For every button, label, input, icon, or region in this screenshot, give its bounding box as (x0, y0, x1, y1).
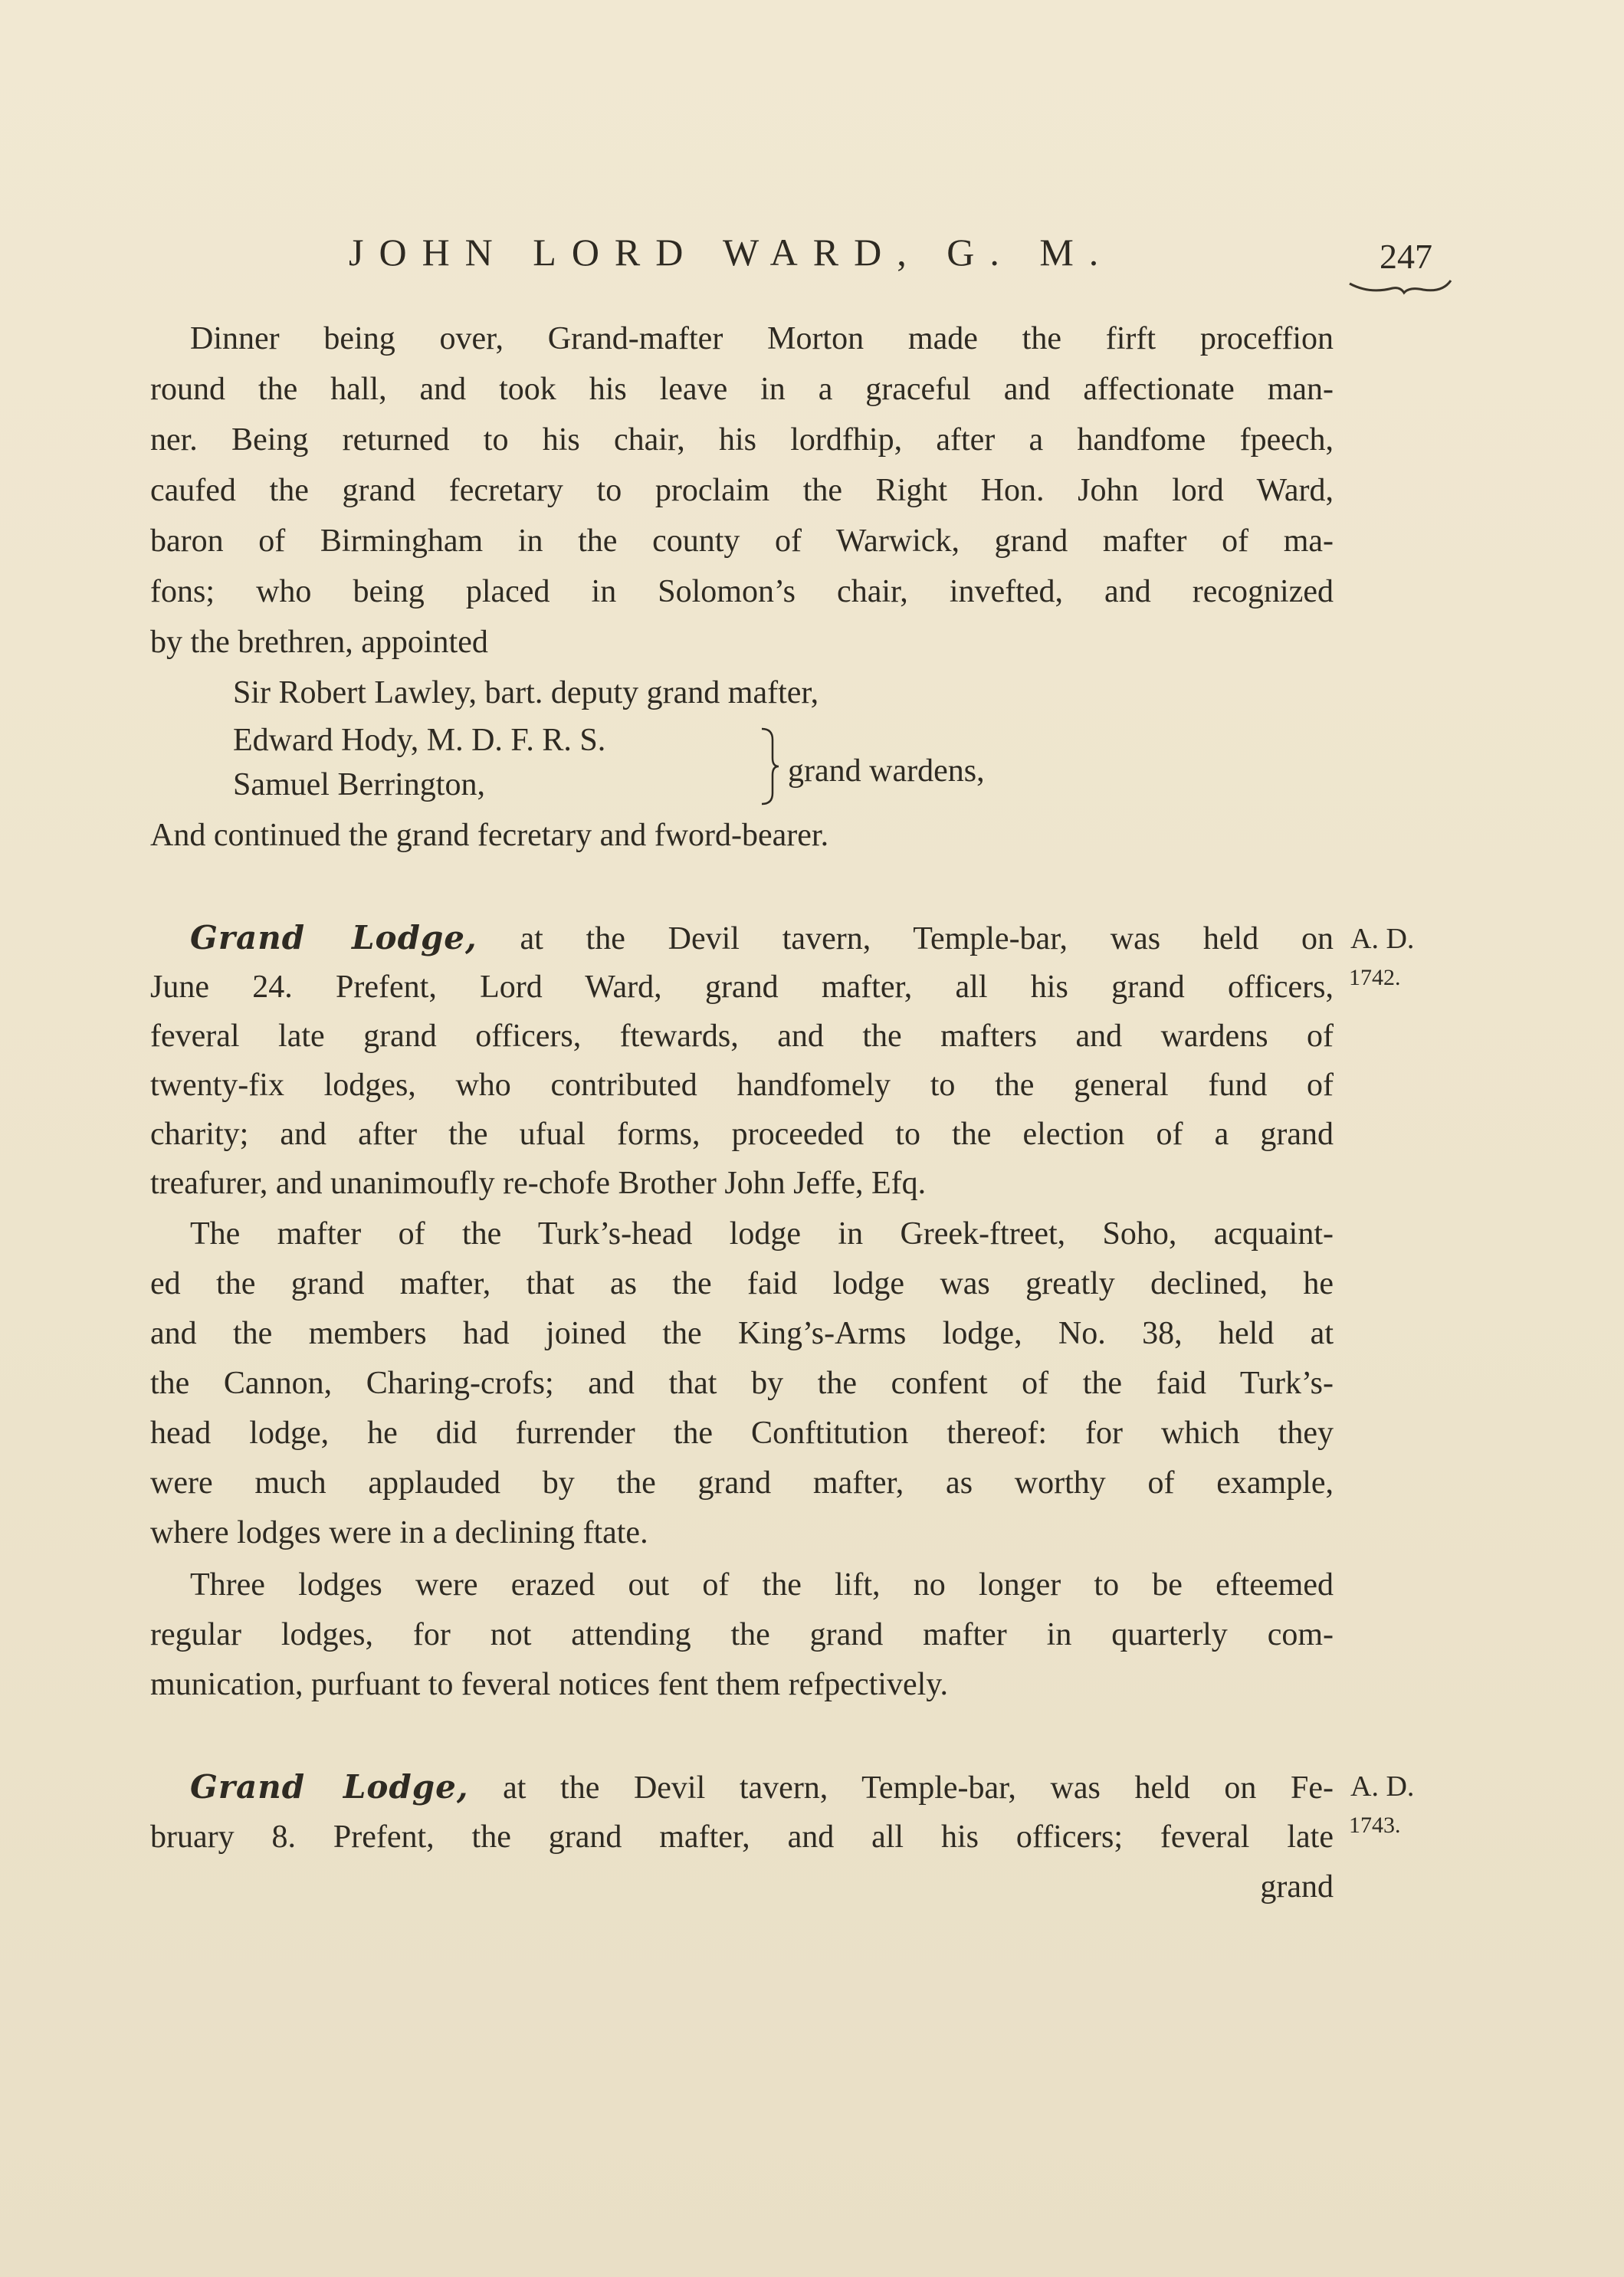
paragraph-4-line-3: munication, purfuant to feveral notices fent them refpectively. (150, 1667, 949, 1702)
paragraph-2-line-1 (190, 915, 1334, 962)
paragraph-2-line-6: treafurer, and unanimoufly re-chofe Brother John Jeffe, Efq. (150, 1166, 927, 1201)
paragraph-4-line-1: Three lodges were erazed out of the lift, no longer to be efteemed (190, 1567, 1334, 1603)
paragraph-3-line-1: The mafter of the Turk’s-head lodge in Greek-ftreet, Soho, acquaint- (190, 1216, 1334, 1252)
paragraph-5-line-1-text: at the Devil tavern, Temple-bar, was held on Fe- (468, 1770, 1334, 1806)
paragraph-1-closing-line: And continued the grand fecretary and fword-bearer. (150, 818, 829, 853)
paragraph-2-line-5: charity; and after the ufual forms, proceeded to the election of a grand (150, 1117, 1334, 1152)
paragraph-2-line-3: feveral late grand officers, ftewards, and the mafters and wardens of (150, 1019, 1334, 1054)
paragraph-1-line-4: caufed the grand fecretary to proclaim the Right Hon. John lord Ward, (150, 473, 1334, 508)
paragraph-4-line-2: regular lodges, for not attending the grand mafter in quarterly com- (150, 1617, 1334, 1652)
grand-lodge-heading-2: Grand Lodge, (190, 1768, 469, 1806)
grand-lodge-heading: Grand Lodge, (190, 919, 477, 956)
margin-note-ad-1743: A. D. (1350, 1770, 1415, 1803)
warden-entry-1: Edward Hody, M. D. F. R. S. (233, 723, 606, 758)
paragraph-1-line-5: baron of Birmingham in the county of Warwick, grand mafter of ma- (150, 523, 1334, 559)
running-header: JOHN LORD WARD, G. M. (349, 231, 1114, 274)
paragraph-2-line-2: June 24. Prefent, Lord Ward, grand mafter, all his grand officers, (150, 970, 1334, 1005)
paragraph-1-line-6: fons; who being placed in Solomon’s chair, invefted, and recognized (150, 574, 1334, 609)
paragraph-3-line-5: head lodge, he did furrender the Conftitution thereof: for which they (150, 1416, 1334, 1451)
paragraph-5-line-2: bruary 8. Prefent, the grand mafter, and all his officers; feveral late (150, 1819, 1334, 1855)
margin-note-ad-1742: A. D. (1350, 923, 1415, 955)
paragraph-2-line-1-text: at the Devil tavern, Temple-bar, was held on (477, 921, 1334, 956)
page-number-flourish (1347, 277, 1454, 300)
paragraph-3-line-6: were much applauded by the grand mafter, as worthy of example, (150, 1465, 1334, 1501)
paragraph-5-line-1 (190, 1764, 1334, 1811)
paragraph-1-line-2: round the hall, and took his leave in a graceful and affectionate man- (150, 372, 1334, 407)
paragraph-1-line-7: by the brethren, appointed (150, 625, 488, 660)
paragraph-2-line-4: twenty-fix lodges, who contributed handfomely to the general fund of (150, 1068, 1334, 1103)
page-number: 247 (1380, 237, 1432, 276)
paragraph-3-line-3: and the members had joined the King’s-Arms lodge, No. 38, held at (150, 1316, 1334, 1351)
margin-year-1743: 1743. (1349, 1813, 1401, 1838)
paragraph-3-line-4: the Cannon, Charing-crofs; and that by the confent of the faid Turk’s- (150, 1366, 1334, 1401)
paragraph-1-line-1: Dinner being over, Grand-mafter Morton made the firft proceffion (190, 321, 1334, 356)
paragraph-3-line-2: ed the grand mafter, that as the faid lodge was greatly declined, he (150, 1266, 1334, 1301)
deputy-grand-master-entry: Sir Robert Lawley, bart. deputy grand mafter, (233, 675, 819, 710)
wardens-brace (759, 724, 782, 809)
catchword: grand (1260, 1869, 1334, 1905)
paragraph-1-line-3: ner. Being returned to his chair, his lordfhip, after a handfome fpeech, (150, 422, 1334, 458)
margin-year-1742: 1742. (1349, 965, 1401, 990)
grand-wardens-label: grand wardens, (788, 753, 985, 789)
paragraph-3-line-7: where lodges were in a declining ftate. (150, 1515, 648, 1550)
warden-entry-2: Samuel Berrington, (233, 767, 485, 802)
